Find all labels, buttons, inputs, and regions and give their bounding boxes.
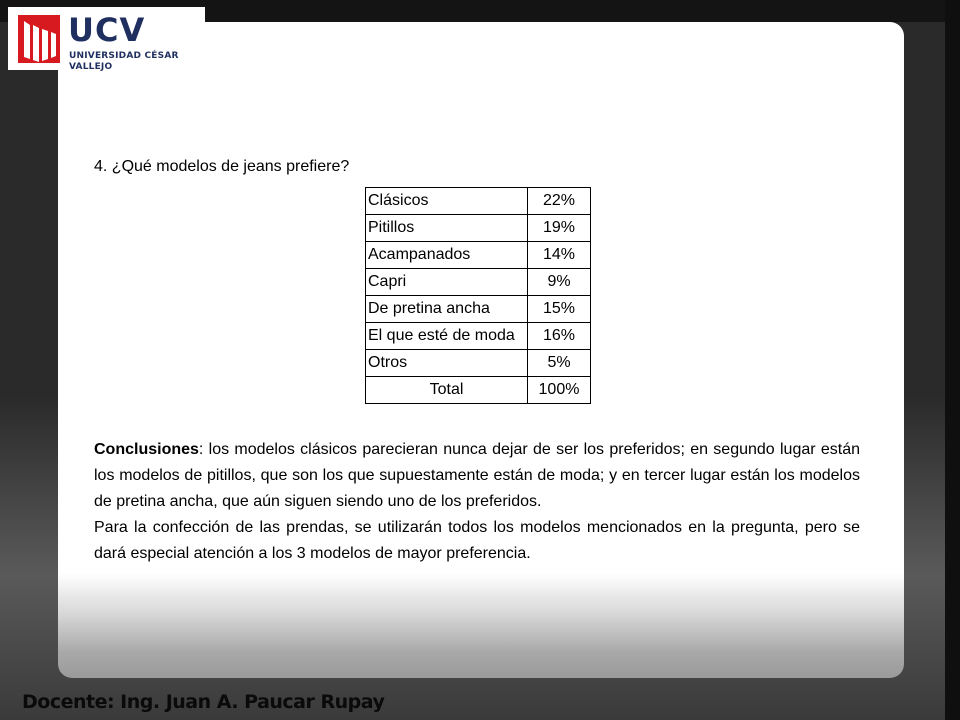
row-value: 5%	[528, 350, 591, 377]
footer-teacher: Docente: Ing. Juan A. Paucar Rupay	[22, 691, 385, 713]
table-total-row	[366, 377, 591, 404]
conclusion-text: : los modelos clásicos parecieran nunca dejar de ser los preferidos; en segundo lugar están los modelos de pitillos, que son los que supuestamente están de moda; y en tercer lugar están los modelos de pretina ancha, que aún siguen siendo uno de los preferidos.	[94, 441, 860, 510]
logo-name: UCV	[68, 11, 146, 49]
table-row	[366, 350, 591, 377]
table-row	[366, 296, 591, 323]
production-paragraph: Para la confección de las prendas, se utilizarán todos los modelos mencionados en la pregunta, pero se dará especial atención a los 3 modelos de mayor preferencia.	[94, 519, 860, 562]
row-label: Pitillos	[366, 215, 528, 242]
total-label: Total	[366, 377, 528, 404]
row-value: 22%	[528, 188, 591, 215]
university-logo	[8, 7, 205, 70]
table-row	[366, 269, 591, 296]
row-value: 14%	[528, 242, 591, 269]
conclusion-label: Conclusiones	[94, 441, 199, 458]
row-value: 15%	[528, 296, 591, 323]
table-row	[366, 215, 591, 242]
ucv-emblem-icon	[16, 13, 62, 65]
row-label: Capri	[366, 269, 528, 296]
table-row	[366, 188, 591, 215]
table-row	[366, 242, 591, 269]
row-label: Clásicos	[366, 188, 528, 215]
conclusion-paragraph	[94, 437, 860, 515]
question-title: 4. ¿Qué modelos de jeans prefiere?	[94, 158, 350, 175]
row-label: Otros	[366, 350, 528, 377]
row-label: Acampanados	[366, 242, 528, 269]
row-value: 9%	[528, 269, 591, 296]
row-value: 19%	[528, 215, 591, 242]
table-row	[366, 323, 591, 350]
logo-subtitle: UNIVERSIDAD CÉSAR VALLEJO	[69, 51, 179, 72]
total-value: 100%	[528, 377, 591, 404]
right-edge	[945, 0, 960, 720]
jeans-preference-table	[365, 187, 591, 404]
row-value: 16%	[528, 323, 591, 350]
row-label: El que esté de moda	[366, 323, 528, 350]
row-label: De pretina ancha	[366, 296, 528, 323]
